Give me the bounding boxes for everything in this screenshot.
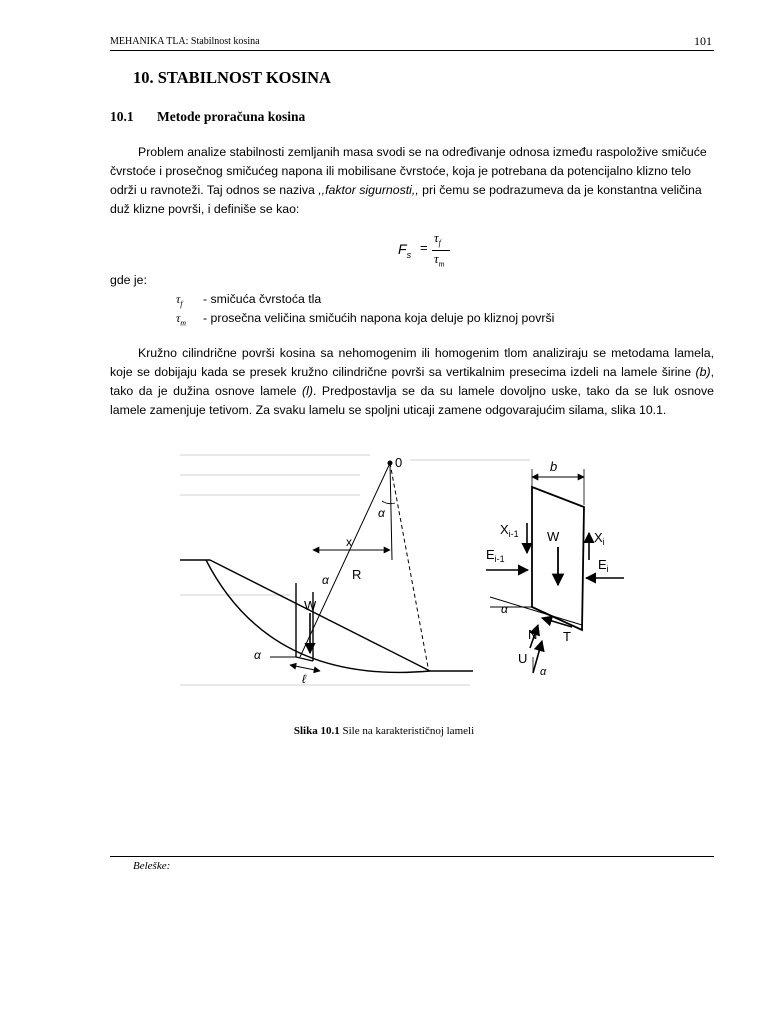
slices-paragraph [110,344,714,420]
label-alpha-slope: α [322,573,329,587]
slices-text-1: Kružno cilindrične površi kosina sa nehomogenim ili homogenim tlom analiziraju se metodama lamela, koje se dobijaju kada se presek kružno cilindrične površi sa vertikalnim presecima izdeli na lamele širine [110,346,714,379]
label-e-right: $E_i$ [598,557,609,574]
formula-denominator: τ [434,251,439,266]
slices-text-3: . Predpostavlja se da su lamele dovoljno uske, tako da se luk osnove lamele zamenjuje tetivom. Za svaku lamelu se spoljni uticaji zamene odgovarajućim silama, slika 10.1. [110,384,714,417]
figure-caption-text: Sile na karakterističnoj lameli [339,725,475,737]
slice-length-symbol: (l) [302,384,313,398]
formula-numerator: τ [434,230,439,245]
definition-tau-m: - prosečna veličina smičućih napona koja deluje po kliznoj površi [203,311,555,325]
definition-tau-f: - smičuća čvrstoća tla [203,292,322,306]
label-weight-w-slope: W [304,598,317,613]
section-title: Metode proračuna kosina [157,109,306,124]
figure-label: Slika 10.1 [293,725,340,737]
label-n-prime: N' [528,627,540,642]
label-b: b [550,459,558,474]
where-label: gde je: [110,273,147,287]
label-alpha-pore: α [540,666,547,678]
slices-text-2: , tako da je dužina osnove lamele [110,365,714,398]
header-rule [110,50,714,51]
label-alpha-detail-base: α [501,602,508,616]
label-e-left: $E_{i-1}$ [486,547,505,564]
intro-paragraph [110,143,714,219]
label-x: x [346,535,352,549]
figure-caption [0,725,768,737]
formula-denominator-sub: m [438,259,445,269]
intro-text-2: pri čemu se podrazumeva da je konstantna veličina duž klizne površi, i definiše se kao: [110,183,702,216]
formula-equals: = [420,240,428,255]
footer-rule [110,856,714,857]
symbol-tau-m: $\tau_m$ [176,311,187,328]
intro-text-1: Problem analize stabilnosti zemljanih masa svodi se na određivanje odnosa između raspoložive smičuće čvrstoće i prosečnog smičućeg napona ili mobilisane čvrstoće, koja je potrebana da potencijalno klizno telo održi u ravnoteži. Taj odnos se naziva [110,145,707,197]
label-x-right: $X_i$ [594,530,605,547]
term-safety-factor: ,,faktor sigurnosti,, [318,183,419,197]
label-u: U [518,651,528,666]
label-t: T [563,629,571,644]
label-radius-r: R [352,567,362,582]
figure-background [170,445,630,700]
notes-label: Beleške: [133,860,171,872]
label-ell: ℓ [302,672,306,686]
label-weight-w-detail: W [547,529,560,544]
safety-factor-formula [398,230,478,270]
section-number: 10.1 [110,109,134,124]
formula-lhs-sub: s [406,249,412,260]
label-x-left: $X_{i-1}$ [500,522,519,539]
formula-numerator-sub: f [438,238,441,248]
slice-forces-figure [170,445,630,705]
slice-width-symbol: (b) [695,365,711,379]
chapter-title: 10. STABILNOST KOSINA [133,68,331,87]
symbol-tau-f: $\tau_f$ [176,292,183,309]
page-number: 101 [694,34,712,48]
label-center-o: 0 [395,455,403,470]
label-alpha-top: α [378,506,385,520]
running-header: MEHANIKA TLA: Stabilnost kosina [110,36,260,47]
label-alpha-base: α [254,648,261,662]
circle-center-point [388,461,393,466]
formula-lhs: F [398,241,407,257]
